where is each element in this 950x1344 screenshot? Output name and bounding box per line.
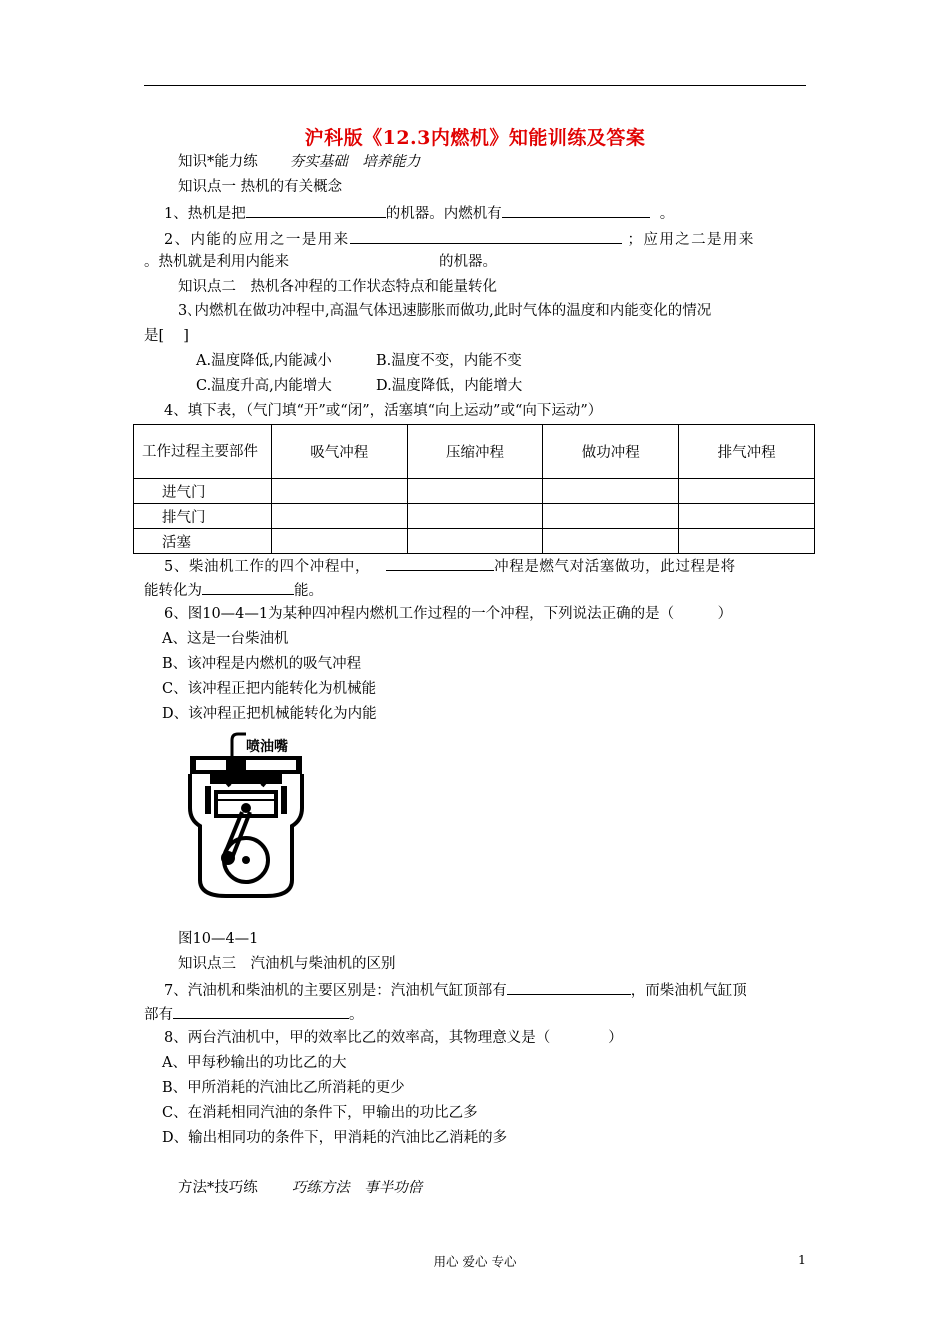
- knowledge-point-1: 知识点一 热机的有关概念: [178, 179, 343, 195]
- table-answer-cell[interactable]: [679, 504, 815, 529]
- knowledge-point-3: 知识点三 汽油机与柴油机的区别: [178, 956, 396, 972]
- table-corner-cell: 工作过程主要部件: [134, 425, 272, 479]
- q6-option-d: D、该冲程正把机械能转化为内能: [162, 706, 377, 722]
- table-answer-cell[interactable]: [271, 479, 407, 504]
- q1-blank-1[interactable]: [246, 203, 386, 218]
- table-answer-cell[interactable]: [543, 479, 679, 504]
- q2-blank-1[interactable]: [350, 229, 622, 244]
- footer-motto: 用心 爱心 专心: [433, 1254, 517, 1269]
- question-3-line-1: 3､内燃机在做功冲程中,高温气体迅速膨胀而做功,此时气体的温度和内能变化的情况: [178, 303, 712, 319]
- question-2-line-2: [144, 253, 497, 271]
- section-label: 知识*能力练: [178, 154, 258, 170]
- question-6-stem: 6、图10—4—1为某种四冲程内燃机工作过程的一个冲程，下列说法正确的是（ ）: [164, 606, 733, 622]
- table-header-row: [134, 425, 815, 479]
- q6-option-b: B、该冲程是内燃机的吸气冲程: [162, 656, 362, 672]
- q3-option-c: C.温度升高,内能增大: [196, 378, 332, 394]
- question-7-line-2: [144, 1004, 364, 1024]
- section-slogan: 夯实基础 培养能力: [289, 154, 421, 170]
- q3-option-a: A.温度降低,内能减小: [196, 353, 332, 369]
- q5-text-b: 冲程是燃气对活塞做功，此过程是将: [494, 559, 736, 575]
- table-row: [134, 529, 815, 554]
- question-1: [164, 203, 674, 223]
- document-title: 沪科版《12.3内燃机》知能训练及答案: [304, 127, 646, 149]
- table-answer-cell[interactable]: [271, 529, 407, 554]
- question-7-line-1: [164, 980, 747, 1000]
- knowledge-point-2: 知识点二 热机各冲程的工作状态特点和能量转化: [178, 279, 497, 295]
- q5-blank-1[interactable]: [386, 556, 494, 571]
- table-answer-cell[interactable]: [271, 504, 407, 529]
- table-answer-cell[interactable]: [679, 479, 815, 504]
- table-answer-cell[interactable]: [407, 504, 543, 529]
- table-row-label: 活塞: [134, 529, 272, 554]
- method-header: [178, 1179, 422, 1197]
- q8-option-a: A、甲每秒输出的功比乙的大: [162, 1055, 347, 1071]
- q1-text-b: 的机器。内燃机有: [385, 206, 502, 222]
- q5-text-d: 能。: [294, 583, 323, 599]
- q2-text-a: 2、内能的应用之一是用来: [164, 232, 350, 248]
- table-header-cell: 排气冲程: [679, 425, 815, 479]
- question-8-stem: 8、两台汽油机中，甲的效率比乙的效率高，其物理意义是（ ）: [164, 1030, 623, 1046]
- page-number: 1: [798, 1252, 806, 1267]
- table-row: [134, 504, 815, 529]
- q7-text-c: 部有: [144, 1007, 173, 1023]
- table-header-cell: 吸气冲程: [271, 425, 407, 479]
- q5-text-c: 能转化为: [144, 583, 202, 599]
- table-answer-cell[interactable]: [543, 529, 679, 554]
- stroke-table: [133, 424, 815, 554]
- q7-text-b: ，而柴油机气缸顶: [630, 983, 747, 999]
- q8-option-b: B、甲所消耗的汽油比乙所消耗的更少: [162, 1080, 405, 1096]
- q1-text-a: 1、热机是把: [164, 206, 246, 222]
- table-answer-cell[interactable]: [407, 529, 543, 554]
- table-answer-cell[interactable]: [679, 529, 815, 554]
- table-row: [134, 479, 815, 504]
- table-header-cell: 做功冲程: [543, 425, 679, 479]
- figure-caption: 图10—4—1: [178, 931, 259, 947]
- table-row-label: 进气门: [134, 479, 272, 504]
- q2-text-d: 的机器。: [439, 254, 497, 270]
- q7-blank-2[interactable]: [173, 1004, 349, 1019]
- q8-option-c: C、在消耗相同汽油的条件下，甲输出的功比乙多: [162, 1105, 478, 1121]
- q7-blank-1[interactable]: [507, 980, 631, 995]
- q3-option-b: B.温度不变，内能不变: [376, 353, 522, 369]
- q3-option-d: D.温度降低，内能增大: [376, 378, 523, 394]
- question-5-line-1: [164, 556, 736, 576]
- table-answer-cell[interactable]: [543, 504, 679, 529]
- question-2-line-1: [164, 229, 755, 249]
- q7-text-d: 。: [349, 1007, 364, 1023]
- q1-text-c: 。: [659, 206, 675, 222]
- section-header: [178, 153, 420, 171]
- q5-text-a: 5、柴油机工作的四个冲程中，: [164, 559, 371, 575]
- q2-text-c: 。热机就是利用内能来: [144, 254, 289, 270]
- injector-label: 喷油嘴: [246, 739, 288, 755]
- q1-blank-2[interactable]: [502, 203, 650, 218]
- q7-text-a: 7、汽油机和柴油机的主要区别是：汽油机气缸顶部有: [164, 983, 507, 999]
- question-5-line-2: [144, 580, 323, 600]
- method-slogan: 巧练方法 事半功倍: [291, 1180, 423, 1196]
- q5-blank-2[interactable]: [202, 580, 294, 595]
- engine-diagram: [186, 730, 306, 898]
- table-answer-cell[interactable]: [407, 479, 543, 504]
- q6-option-c: C、该冲程正把内能转化为机械能: [162, 681, 377, 697]
- question-4: 4、填下表，（气门填“开”或“闭”，活塞填“向上运动”或“向下运动”）: [164, 403, 603, 419]
- table-header-cell: 压缩冲程: [407, 425, 543, 479]
- q8-option-d: D、输出相同功的条件下，甲消耗的汽油比乙消耗的多: [162, 1130, 508, 1146]
- table-row-label: 排气门: [134, 504, 272, 529]
- q6-option-a: A、这是一台柴油机: [162, 631, 289, 647]
- header-rule: [144, 85, 806, 86]
- method-label: 方法*技巧练: [178, 1180, 258, 1196]
- question-3-line-2: 是[ ]: [144, 328, 189, 344]
- q2-text-b: ；应用之二是用来: [627, 232, 755, 248]
